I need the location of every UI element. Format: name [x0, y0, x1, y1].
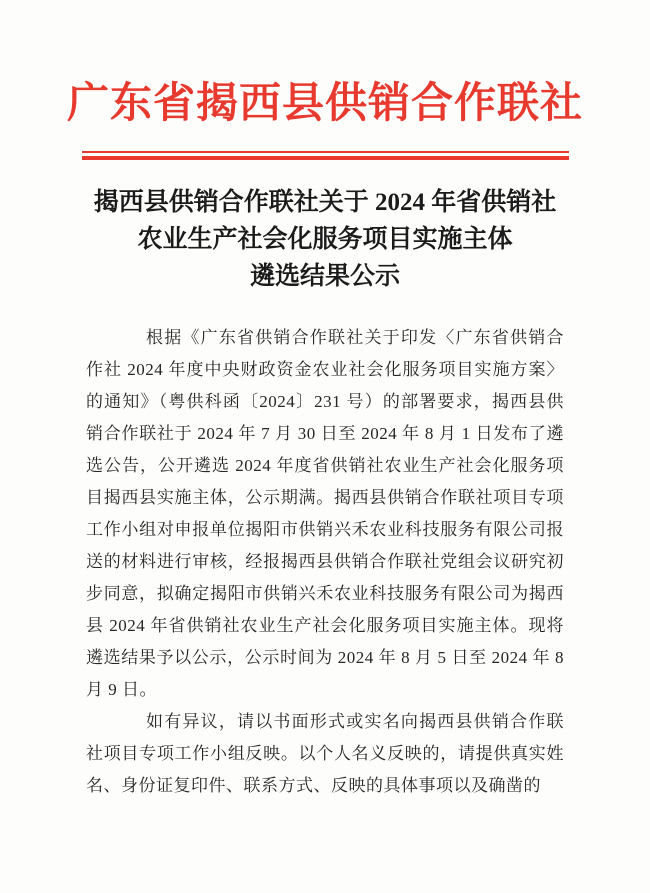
divider-thin-line	[82, 151, 569, 153]
document-body	[86, 322, 564, 802]
document-title	[65, 184, 585, 295]
document-title-line-3: 遴选结果公示	[249, 263, 400, 290]
document-title-line-2: 农业生产社会化服务项目实施主体	[137, 226, 513, 253]
body-paragraph-2: 如有异议，请以书面形式或实名向揭西县供销合作联社项目专项工作小组反映。以个人名义反映的，请提供真实姓名、身份证复印件、联系方式、反映的具体事项以及确凿的	[86, 712, 564, 795]
body-paragraph-1: 根据《广东省供销合作联社关于印发〈广东省供销合作社 2024 年度中央财政资金农业社会化服务项目实施方案〉的通知》（粤供科函〔2024〕231 号）的部署要求，揭西县供销合作联社于 2024 年 7 月 30 日至 2024 年 8 月 1 日发布了遴选公告，公开遴选 2024 年度省供销社农业生产社会化服务项目揭西县实施主体，公示期满。揭西县供销合作联社项目专项工作小组对申报单位揭阳市供销兴禾农业科技服务有限公司报送的材料进行审核，经报揭西县供销合作联社党组会议研究初步同意，拟确定揭阳市供销兴禾农业科技服务有限公司为揭西县 2024 年省供销社农业生产社会化服务项目实施主体。现将遴选结果予以公示，公示时间为 2024 年 8 月 5 日至 2024 年 8 月 9 日。	[86, 328, 564, 699]
divider-thick-line	[82, 156, 569, 160]
letterhead-divider	[82, 151, 569, 160]
document-title-line-1: 揭西县供销合作联社关于 2024 年省供销社	[93, 189, 557, 216]
letterhead-org-name: 广东省揭西县供销合作联社	[66, 81, 583, 127]
letterhead	[0, 76, 650, 160]
